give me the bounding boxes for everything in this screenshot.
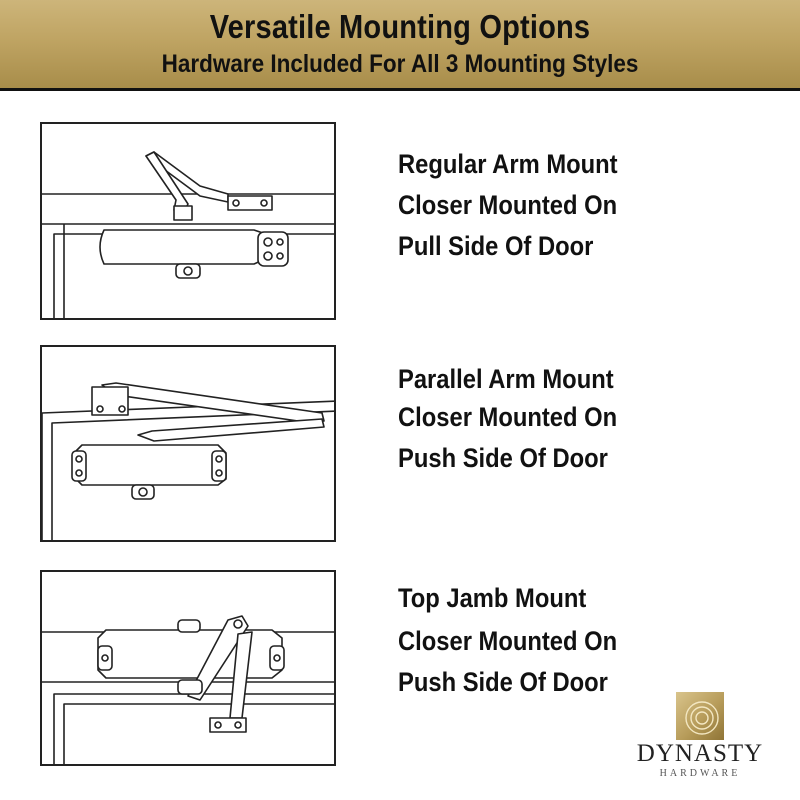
logo-subtitle: HARDWARE <box>659 768 741 779</box>
logo-name: DYNASTY <box>636 740 764 767</box>
parallel-mount-line-1: Parallel Arm Mount <box>398 364 614 394</box>
topjamb-mount-line-2: Closer Mounted On <box>398 626 618 656</box>
regular-arm-mount-illustration <box>40 122 336 320</box>
regular-mount-line-3: Pull Side Of Door <box>398 231 594 261</box>
regular-mount-line-1: Regular Arm Mount <box>398 149 618 179</box>
parallel-mount-line-2: Closer Mounted On <box>398 402 618 432</box>
parallel-arm-mount-illustration <box>40 345 336 542</box>
regular-mount-line-2: Closer Mounted On <box>398 190 618 220</box>
top-jamb-mount-illustration <box>40 570 336 766</box>
topjamb-mount-line-3: Push Side Of Door <box>398 667 608 697</box>
page-title: Versatile Mounting Options <box>209 8 591 45</box>
page-subtitle: Hardware Included For All 3 Mounting Styles <box>161 50 639 78</box>
dynasty-logo-icon <box>676 692 724 740</box>
parallel-mount-line-3: Push Side Of Door <box>398 443 608 473</box>
header-banner <box>0 0 800 91</box>
topjamb-mount-line-1: Top Jamb Mount <box>398 583 587 613</box>
